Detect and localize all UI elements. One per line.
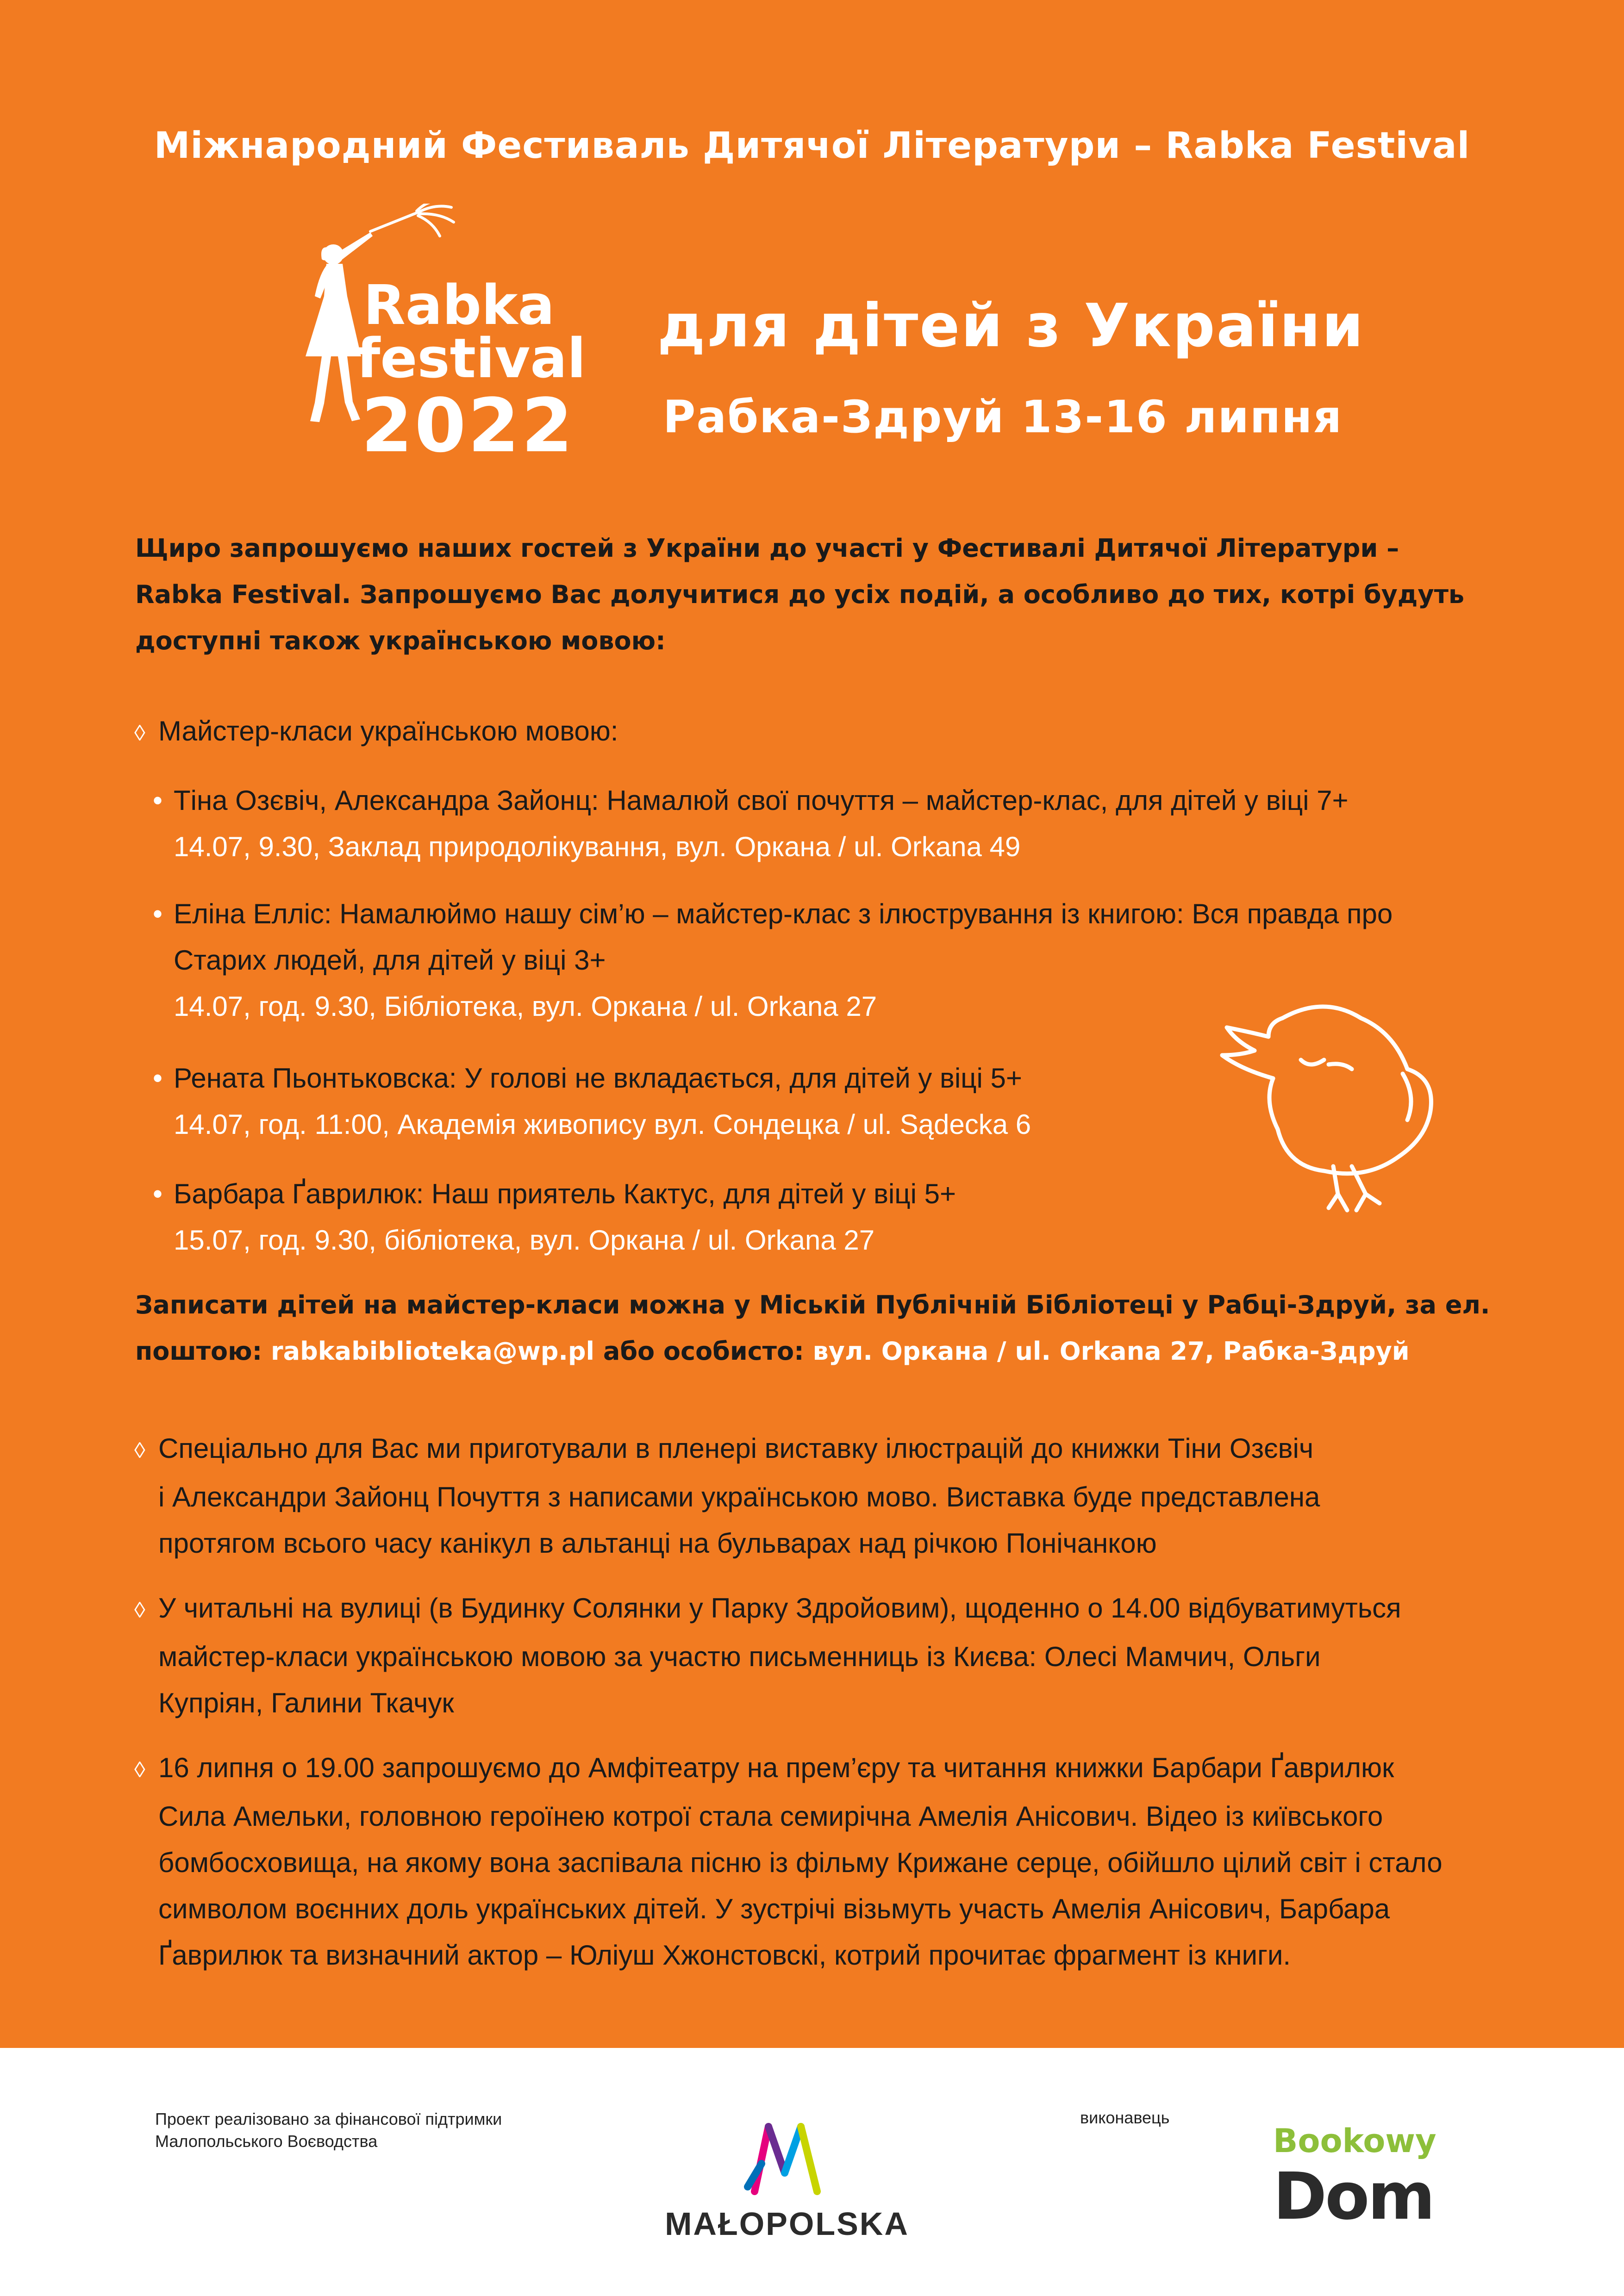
paragraph-line: і Александри Зайонц Почуття з написами українською мово. Виставка буде представлена — [158, 1481, 1320, 1512]
bullet-icon: • — [153, 785, 163, 816]
workshop-item — [153, 778, 1472, 870]
diamond-bullet-icon: ◊ — [134, 721, 145, 746]
paragraph-line: символом воєнних доль українських дітей. У зустрічі візьмуть участь Амелія Анісович, Барбара — [158, 1893, 1390, 1924]
paragraph-line: ◊ 16 липня о 19.00 запрошуємо до Амфітеатру на прем’єру та читання книжки Барбари Ґаврилюк — [134, 1745, 1477, 1793]
logo-year: 2022 — [361, 382, 575, 469]
event-dates: Рабка-Здруй 13-16 липня — [663, 391, 1343, 443]
executor-label: виконавець — [1080, 2108, 1170, 2127]
chick-drawing-icon — [1213, 1000, 1472, 1240]
footer — [0, 2048, 1624, 2296]
festival-title: Міжнародний Фестиваль Дитячої Літератури – Rabka Festival — [154, 125, 1470, 167]
intro-text: Щиро запрошуємо наших гостей з України до участі у Фестивалі Дитячої Літератури – Rabka Festival. Запрошуємо Вас долучитися до усіх подій, а особливо до тих, котрі будуть доступні також українською мовою: — [135, 534, 1465, 655]
diamond-bullet-icon: ◊ — [134, 1758, 145, 1782]
workshop-place: 14.07, год. 9.30, Бібліотека, вул. Оркана / ul. Orkana 27 — [174, 991, 877, 1022]
workshop-title: Барбара Ґаврилюк: Наш приятель Кактус, для дітей у віці 5+ — [174, 1178, 956, 1209]
workshop-place: 15.07, год. 9.30, бібліотека, вул. Оркана / ul. Orkana 27 — [174, 1225, 875, 1256]
signup-address: вул. Оркана / ul. Orkana 27, Рабка-Здруй — [812, 1337, 1410, 1366]
workshop-title: Рената Пьонтьковска: У голові не вкладається, для дітей у віці 5+ — [174, 1063, 1022, 1094]
paragraph-line: ◊ У читальні на вулиці (в Будинку Солянки у Парку Здройовим), щоденно о 14.00 відбуватимуться — [134, 1585, 1477, 1634]
support-note — [155, 2108, 502, 2153]
bookowy-dom-logo — [1268, 2122, 1454, 2261]
diamond-bullet-icon: ◊ — [134, 1438, 145, 1463]
reading-room-paragraph — [134, 1585, 1477, 1726]
signup-text: Записати дітей на майстер-класи можна у Міській Публічній Бібліотеці у Рабці-Здруй, за ел. — [135, 1290, 1490, 1319]
logo-word-festival: festival — [356, 326, 586, 390]
paragraph-line: Ґаврилюк та визначний актор – Юліуш Хжонстовскі, котрий прочитає фрагмент із книги. — [158, 1940, 1291, 1971]
bookowy-wordmark: Bookowy — [1273, 2122, 1437, 2160]
signup-email-label: поштою: — [135, 1337, 271, 1366]
paragraph-line: протягом всього часу канікул в альтанці на бульварах над річкою Понічанкою — [158, 1528, 1157, 1559]
malopolska-wordmark: MAŁOPOLSKA — [665, 2206, 909, 2242]
malopolska-logo — [662, 2108, 912, 2247]
headline: для дітей з України — [657, 292, 1365, 361]
paragraph-line: Сила Амельки, головною героїнею котрої стала семирічна Амелія Анісович. Відео із київського — [158, 1801, 1383, 1832]
workshop-title-continued: Старих людей, для дітей у віці 3+ — [174, 945, 606, 976]
dom-wordmark: Dom — [1273, 2159, 1434, 2234]
paragraph-line: ◊ Спеціально для Вас ми приготували в пленері виставку ілюстрацій до книжки Тіни Озєвіч — [134, 1425, 1477, 1474]
workshop-title: Еліна Елліс: Намалюймо нашу сім’ю – майстер-клас з ілюстрування із книгою: Вся правда про — [174, 898, 1393, 929]
paragraph-line: Купріян, Галини Ткачук — [158, 1687, 454, 1718]
bullet-icon: • — [153, 1063, 163, 1094]
bullet-icon: • — [153, 1178, 163, 1209]
support-note-line: Проект реалізовано за фінансової підтримки — [155, 2109, 502, 2128]
logo-word-rabka: Rabka — [363, 273, 555, 337]
support-note-line: Малопольського Воєводства — [155, 2132, 378, 2151]
paragraph-line: майстер-класи українською мовою за участю письменниць із Києва: Олесі Мамчич, Ольги — [158, 1641, 1321, 1672]
signup-in-person-label: або особисто: — [594, 1337, 813, 1366]
exhibition-paragraph — [134, 1425, 1477, 1567]
signup-email-link[interactable]: rabkabiblioteka@wp.pl — [271, 1337, 595, 1366]
diamond-bullet-icon: ◊ — [134, 1598, 145, 1623]
malopolska-m-icon — [662, 2108, 912, 2201]
rabka-festival-logo — [278, 204, 586, 469]
workshops-heading-text: Майстер-класи українською мовою: — [158, 716, 618, 747]
workshop-title: Тіна Озєвіч, Александра Зайонц: Намалюй свої почуття – майстер-клас, для дітей у віці 7+ — [174, 785, 1349, 816]
bullet-icon: • — [153, 898, 163, 929]
workshops-heading — [134, 708, 618, 757]
paragraph-line: бомбосховища, на якому вона заспівала пісню із фільму Крижане серце, обійшло цілий світ і стало — [158, 1847, 1443, 1878]
premiere-paragraph — [134, 1745, 1477, 1979]
signup-info — [135, 1282, 1501, 1375]
workshop-place: 14.07, 9.30, Заклад природолікування, вул. Оркана / ul. Orkana 49 — [174, 831, 1021, 862]
workshop-place: 14.07, год. 11:00, Академія живопису вул. Сондецка / ul. Sądecka 6 — [174, 1109, 1031, 1140]
